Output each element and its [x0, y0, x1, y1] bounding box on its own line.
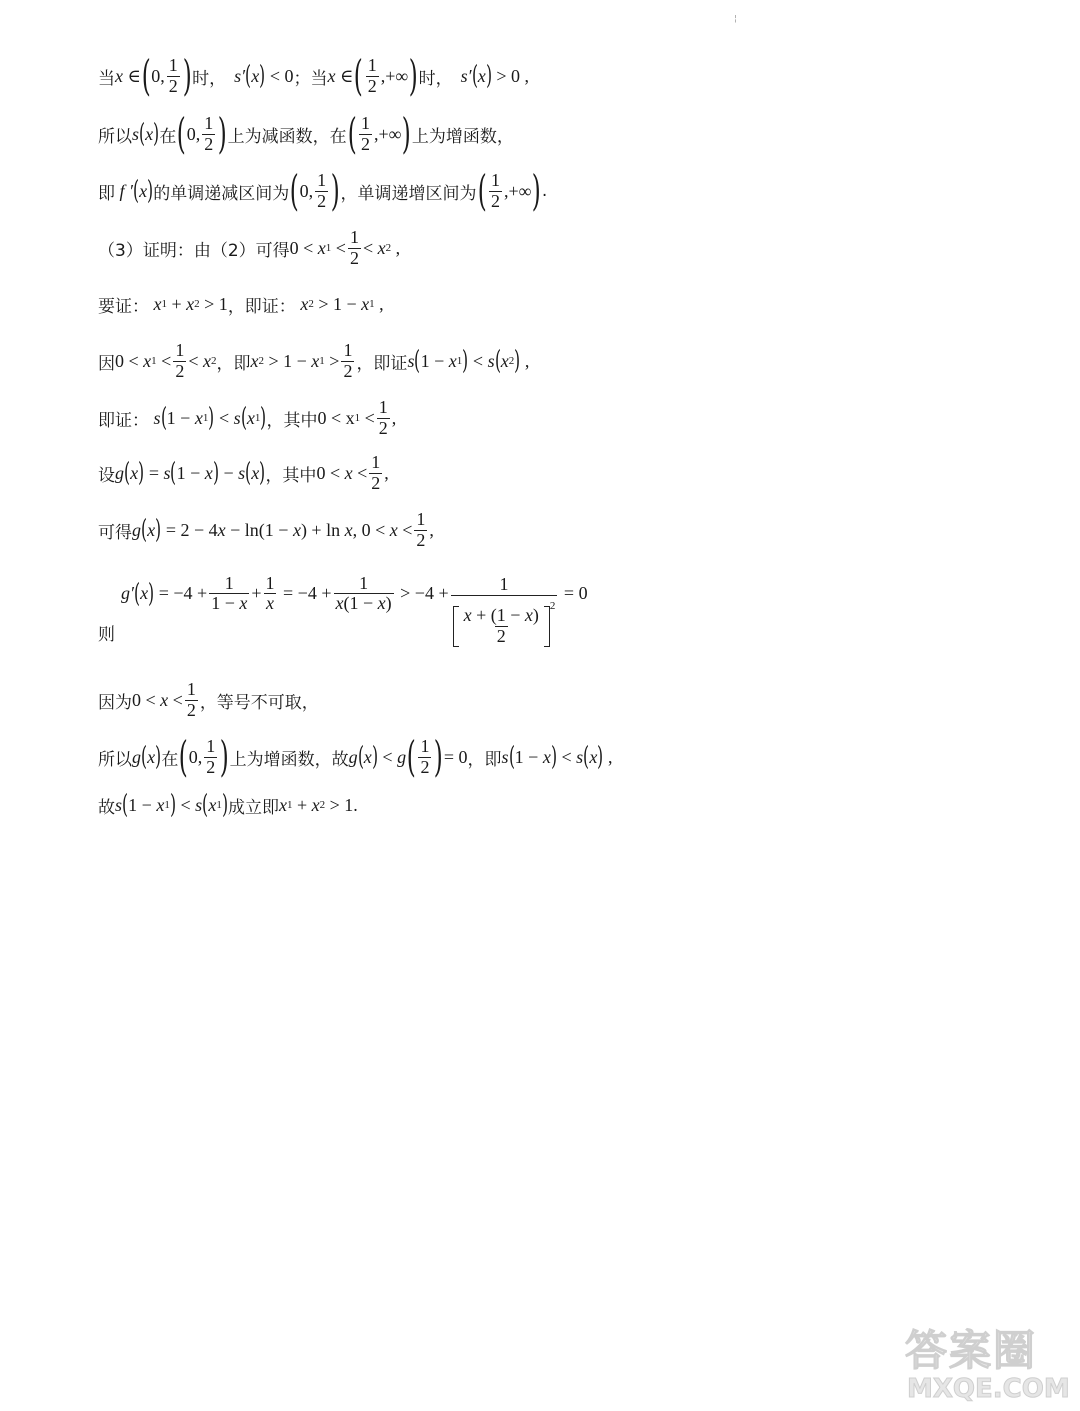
line-2: 所以 s ( x ) 在 ( 0, $\frac{1}{2}$ ) 上为减函数，在 ( $\frac{1}{2}$ ,+∞ ) 上为增函数， [98, 109, 514, 158]
line-12: 所以 g ( x ) 在 ( 0, $\frac{1}{2}$ ) 上为增函数，故 g ( x ) < g ( $\frac{1}{2}$ ) = 0 ，即 s ( 1 − x ) < s ( x ) , [98, 732, 613, 781]
line-9: 可得 g ( x ) = 2 − 4 x − ln(1 − x ) + ln x , 0 < x < $\frac{1}{2}$ , [98, 508, 434, 550]
corner-mark: ¦ [734, 14, 737, 23]
line-10: 则 g′ ( x ) = −4 + $\frac{1}{1 - x}$ + $\frac{1}{x}$ = −4 + $\frac{1}{x(1 - x)}$ > −4 + 1 $\frac{x + (1 - x)}{2}$ $^2$ = 0 [98, 572, 588, 646]
line-3: 即 f ′ ( x ) 的单调递减区间为 ( 0, $\frac{1}{2}$ ) ，单调递增区间为 ( $\frac{1}{2}$ ,+∞ ) . [98, 166, 548, 215]
line-7: 即证： s ( 1 − x 1 ) < s ( x 1 ) ，其中 0 < x 1 < $\frac{1}{2}$ , [98, 396, 397, 438]
line-1: 当 x ∈ ( 0, $\frac{1}{2}$ ) 时， s′ ( x ) < 0 ；当 x ∈ ( $\frac{1}{2}$ ,+∞ ) 时， s′ ( x ) > 0 , [98, 51, 530, 100]
line-11: 因为 0 < x < $\frac{1}{2}$ ，等号不可取， [98, 678, 319, 720]
line-8: 设 g ( x ) = s ( 1 − x ) − s ( x ) ，其中 0 < x < $\frac{1}{2}$ , [98, 451, 389, 493]
line-13: 故 s ( 1 − x 1 ) < s ( x 1 ) 成立即 x 1 + x 2 > 1. [98, 790, 358, 820]
line-6: 因 0 < x 1 < $\frac{1}{2}$ < x 2 ，即 x 2 > 1 − x 1 > $\frac{1}{2}$ ，即证 s ( 1 − x 1 ) < s ( x 2 ) , [98, 339, 530, 381]
watermark-logo [905, 1318, 1075, 1408]
line-5: 要证： x 1 + x 2 > 1 ，即证： x 2 > 1 − x 1 , [98, 293, 384, 317]
line-4: （3）证明：由（2）可得 0 < x 1 < $\frac{1}{2}$ < x 2 , [98, 226, 401, 268]
watermark-logo-text: 答案圈 [905, 1326, 1038, 1375]
watermark-url: MXQE.COM [907, 1374, 1070, 1404]
